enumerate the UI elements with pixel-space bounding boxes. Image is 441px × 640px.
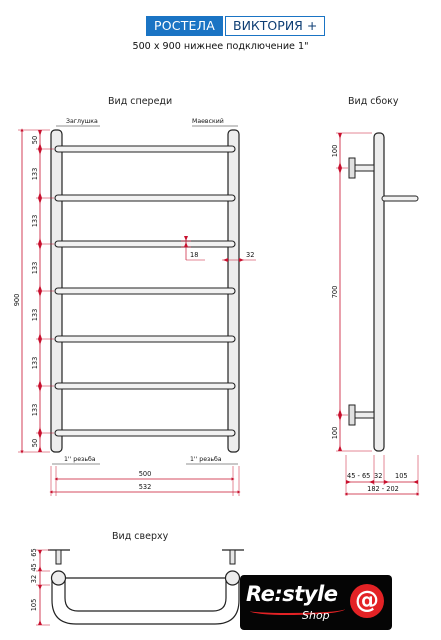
logo-main-text: Re:style [246, 582, 338, 606]
at-sign-icon: @ [350, 584, 384, 618]
dim-pipe-diameter: 32 [246, 251, 255, 259]
brand-name: РОСТЕЛА [146, 16, 223, 36]
dim-side-wall: 45 - 65 [347, 472, 371, 480]
top-view-title: Вид сверху [112, 531, 169, 542]
top-view-dimensions [30, 548, 50, 625]
dim-spacing-6: 133 [31, 356, 39, 370]
dim-side-top: 100 [331, 144, 339, 158]
dim-spacing-3: 133 [31, 214, 39, 228]
side-view-title: Вид сбоку [348, 96, 399, 107]
dim-side-total-depth: 182 - 202 [367, 485, 399, 493]
dim-top-wall: 45 - 65 [30, 548, 38, 572]
side-view-rail [349, 133, 418, 451]
dim-top-pipe: 32 [30, 574, 38, 584]
dim-outer-width: 532 [138, 483, 152, 491]
dim-top-depth: 105 [30, 598, 38, 612]
dim-spacing-1: 50 [31, 135, 39, 145]
dim-bar-offset: 18 [190, 251, 199, 259]
dim-side-bottom: 100 [331, 426, 339, 440]
dim-spacing-4: 133 [31, 261, 39, 275]
bar-detail-dimensions [181, 236, 256, 262]
logo-swoosh [250, 605, 345, 615]
top-view-rail [48, 550, 244, 624]
model-name: ВИКТОРИЯ + [225, 16, 325, 36]
dim-spacing-2: 133 [31, 167, 39, 181]
dim-spacing-7: 133 [31, 403, 39, 417]
logo-shop-text: Shop [302, 609, 330, 622]
front-width-dimensions [51, 466, 239, 496]
side-depth-dimensions [346, 455, 418, 496]
dim-spacing-8: 50 [31, 438, 39, 448]
front-height-dimensions [13, 130, 54, 452]
dim-spacing-5: 133 [31, 308, 39, 322]
label-plug: Заглушка [66, 118, 98, 125]
dim-side-shelf: 105 [395, 472, 408, 480]
label-thread-left: 1'' резьба [64, 456, 96, 463]
dim-side-middle: 700 [331, 285, 339, 299]
label-thread-right: 1'' резьба [190, 456, 222, 463]
product-subtitle: 500 х 900 нижнее подключение 1" [132, 41, 309, 52]
dim-overall-height: 900 [13, 293, 21, 307]
front-view-title: Вид спереди [108, 96, 173, 107]
front-view-towel-rail [51, 130, 239, 452]
dim-side-pipe: 32 [374, 472, 383, 480]
label-mayevsky: Маевский [192, 118, 224, 125]
restyle-shop-logo [240, 575, 392, 630]
dim-inner-width: 500 [138, 470, 152, 478]
side-height-dimensions [331, 133, 372, 451]
